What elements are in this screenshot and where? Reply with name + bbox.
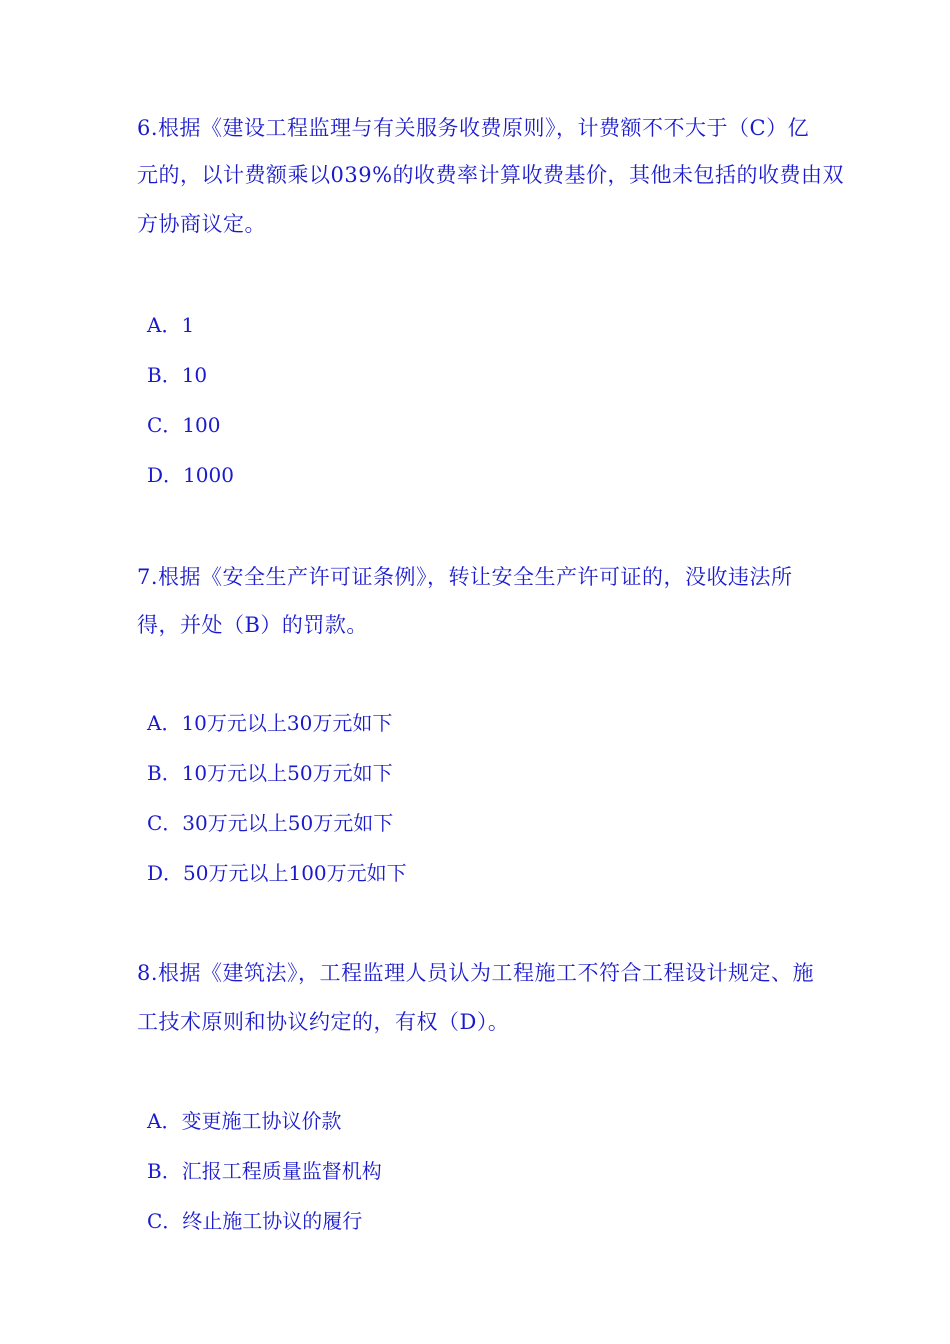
question-7-option-d: D．50万元以上100万元如下 bbox=[147, 861, 407, 885]
question-6-option-b: B．10 bbox=[147, 363, 208, 387]
question-7-option-a: A．10万元以上30万元如下 bbox=[147, 711, 393, 735]
question-6-line-1: 6.根据《建设工程监理与有关服务收费原则》，计费额不不大于（C）亿 bbox=[137, 116, 810, 140]
question-8-line-2: 工技术原则和协议约定的，有权（D）。 bbox=[137, 1010, 510, 1034]
question-6-option-d: D．1000 bbox=[147, 463, 234, 487]
question-7-line-1: 7.根据《安全生产许可证条例》，转让安全生产许可证的，没收违法所 bbox=[137, 565, 793, 589]
question-8-option-a: A．变更施工协议价款 bbox=[147, 1109, 342, 1133]
question-6-line-2: 元的，以计费额乘以039%的收费率计算收费基价，其他未包括的收费由双 bbox=[137, 163, 845, 187]
question-7-line-2: 得，并处（B）的罚款。 bbox=[137, 613, 368, 637]
question-7-option-c: C．30万元以上50万元如下 bbox=[147, 811, 394, 835]
question-6-line-3: 方协商议定。 bbox=[137, 212, 266, 236]
question-7-option-b: B．10万元以上50万元如下 bbox=[147, 761, 393, 785]
question-8-line-1: 8.根据《建筑法》，工程监理人员认为工程施工不符合工程设计规定、施 bbox=[137, 961, 815, 985]
question-6-option-a: A．1 bbox=[147, 313, 195, 337]
question-6-option-c: C．100 bbox=[147, 413, 221, 437]
question-8-option-c: C．终止施工协议的履行 bbox=[147, 1209, 363, 1233]
question-8-option-b: B．汇报工程质量监督机构 bbox=[147, 1159, 382, 1183]
